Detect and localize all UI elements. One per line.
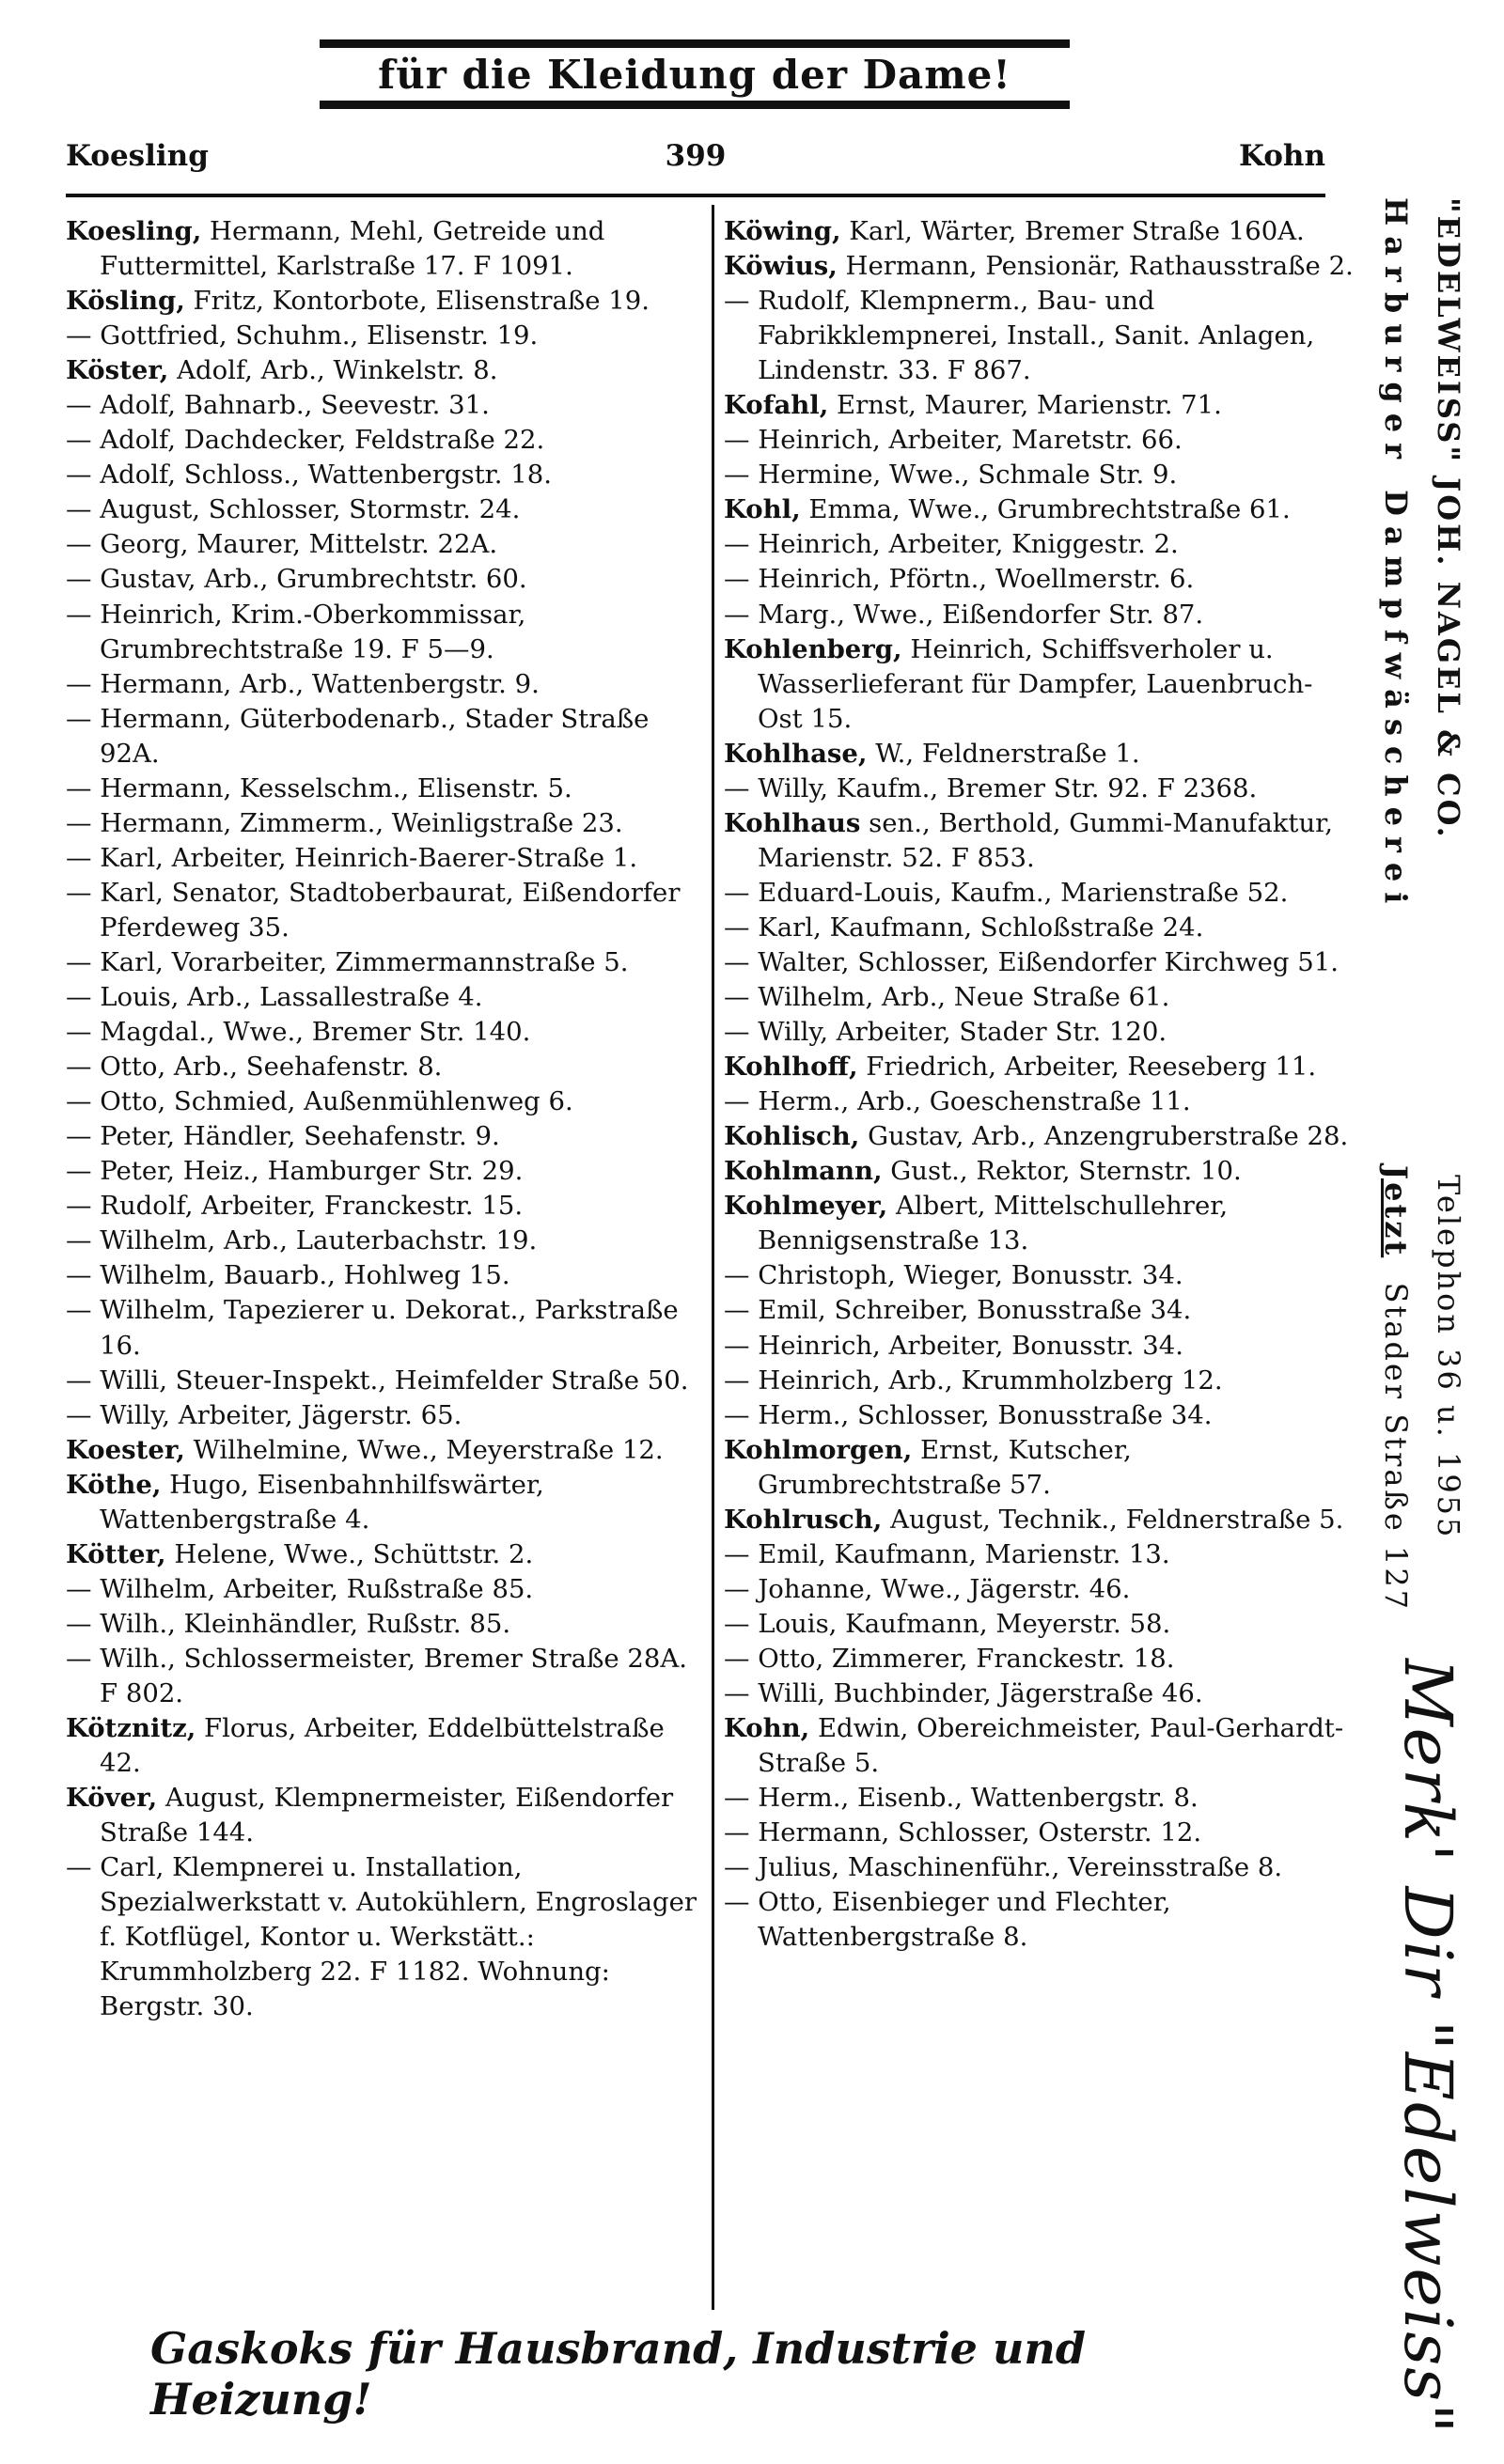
entry-details: — Hermine, Wwe., Schmale Str. 9. <box>724 460 1178 491</box>
entry-surname: Kohlmann, <box>724 1156 883 1187</box>
directory-entry <box>724 772 1354 806</box>
bottom-advertisement-banner: Gaskoks für Hausbrand, Industrie und Heizung! <box>150 2323 1087 2425</box>
side-ad-address: Stader Straße 127 <box>1378 1282 1414 1613</box>
directory-entry <box>724 388 1354 423</box>
directory-entry <box>724 1364 1354 1398</box>
directory-entry <box>66 1154 705 1189</box>
directory-entry <box>66 353 705 388</box>
entry-details: — Otto, Arb., Seehafenstr. 8. <box>66 1052 443 1083</box>
side-ad-slogan: Merk' Dir "Edelweiss" <box>1389 1659 1466 2436</box>
entry-details: — Wilhelm, Arbeiter, Rußstraße 85. <box>66 1573 534 1604</box>
entry-surname: Köwing, <box>724 216 841 246</box>
entry-surname: Kohlmorgen, <box>724 1434 913 1465</box>
column-divider <box>712 205 714 2310</box>
entry-details: — Marg., Wwe., Eißendorfer Str. 87. <box>724 599 1204 630</box>
entry-surname: Koesling, <box>66 216 202 246</box>
entry-details: — Wilhelm, Arb., Lauterbachstr. 19. <box>66 1225 538 1256</box>
entry-details: — Peter, Heiz., Hamburger Str. 29. <box>66 1156 524 1187</box>
directory-entry <box>724 1258 1354 1293</box>
directory-entry <box>724 1050 1354 1084</box>
entry-details: — Gottfried, Schuhm., Elisenstr. 19. <box>66 320 539 351</box>
running-head <box>66 139 1325 182</box>
directory-entry <box>724 598 1354 632</box>
entry-details: — Herm., Eisenb., Wattenbergstr. 8. <box>724 1783 1198 1814</box>
entry-details: — Hermann, Zimmerm., Weinligstraße 23. <box>66 807 623 838</box>
entry-surname: Kohn, <box>724 1713 810 1744</box>
directory-entry <box>724 458 1354 492</box>
directory-entry <box>724 980 1354 1015</box>
entry-details: — Magdal., Wwe., Bremer Str. 140. <box>66 1017 531 1048</box>
directory-entry <box>66 1642 705 1711</box>
directory-entry <box>66 841 705 876</box>
directory-entry <box>66 423 705 458</box>
directory-entry <box>724 1537 1354 1572</box>
entry-details: — Hermann, Arb., Wattenbergstr. 9. <box>66 668 540 699</box>
directory-entry <box>724 737 1354 772</box>
entry-details: — Adolf, Schloss., Wattenbergstr. 18. <box>66 460 552 491</box>
directory-entry <box>724 562 1354 597</box>
entry-details: — Heinrich, Arbeiter, Kniggestr. 2. <box>724 529 1179 560</box>
entry-surname: Kohlhase, <box>724 738 868 769</box>
side-ad-brand-line: "EDELWEISS" JOH. NAGEL & CO. <box>1431 197 1466 840</box>
entry-details: Gust., Rektor, Sternstr. 10. <box>882 1156 1242 1187</box>
entry-details: — Walter, Schlosser, Eißendorfer Kirchweg 51. <box>724 946 1340 977</box>
entry-surname: Kohlenberg, <box>724 633 902 664</box>
directory-entry <box>66 1050 705 1084</box>
side-ad-address-line <box>1378 1165 1414 1612</box>
directory-entry <box>66 1189 705 1224</box>
directory-entry <box>66 1781 705 1850</box>
directory-entry <box>66 562 705 597</box>
entry-details: — Louis, Kaufmann, Meyerstr. 58. <box>724 1608 1171 1639</box>
directory-entry <box>724 214 1354 249</box>
entry-details: — Adolf, Bahnarb., Seevestr. 31. <box>66 390 490 421</box>
entry-details: Fritz, Kontorbote, Elisenstraße 19. <box>184 286 650 317</box>
directory-entry <box>66 598 705 667</box>
directory-entry <box>66 1433 705 1468</box>
directory-entry <box>724 945 1354 980</box>
entry-surname: Kohlisch, <box>724 1121 860 1152</box>
entry-details: — Willi, Steuer-Inspekt., Heimfelder Straße 50. <box>66 1365 689 1396</box>
directory-entry <box>66 1364 705 1398</box>
entry-details: Wilhelmine, Wwe., Meyerstraße 12. <box>184 1434 664 1465</box>
entry-surname: Kötter, <box>66 1538 166 1569</box>
directory-entry <box>66 1015 705 1050</box>
entry-details: — Peter, Händler, Seehafenstr. 9. <box>66 1121 500 1152</box>
top-advertisement-banner: für die Kleidung der Dame! <box>320 39 1070 109</box>
entry-details: — Eduard-Louis, Kaufm., Marienstraße 52. <box>724 877 1289 908</box>
directory-entry <box>66 1572 705 1607</box>
entry-details: Gustav, Arb., Anzengruberstraße 28. <box>859 1121 1349 1152</box>
entry-details: — Karl, Arbeiter, Heinrich-Baerer-Straße 1. <box>66 842 638 873</box>
directory-entry <box>66 1224 705 1258</box>
directory-entry <box>66 1537 705 1572</box>
directory-entry <box>724 1154 1354 1189</box>
entry-details: — Heinrich, Arbeiter, Maretstr. 66. <box>724 425 1183 456</box>
entry-details: — Wilhelm, Arb., Neue Straße 61. <box>724 982 1170 1013</box>
entry-details: W., Feldnerstraße 1. <box>867 738 1140 769</box>
directory-entry <box>66 458 705 492</box>
entry-details: Albert, Mittelschullehrer, Bennigsenstraße 13. <box>758 1191 1229 1256</box>
directory-entry <box>724 284 1354 388</box>
directory-entry <box>66 492 705 527</box>
directory-entry <box>724 1398 1354 1433</box>
entry-details: — Christoph, Wieger, Bonusstr. 34. <box>724 1260 1183 1291</box>
entry-details: — Karl, Vorarbeiter, Zimmermannstraße 5. <box>66 946 629 977</box>
entry-surname: Köthe, <box>66 1469 162 1500</box>
entry-details: — Wilh., Kleinhändler, Rußstr. 85. <box>66 1608 511 1639</box>
entry-details: Helene, Wwe., Schüttstr. 2. <box>165 1538 534 1569</box>
directory-entry <box>724 1433 1354 1503</box>
directory-entry <box>66 1711 705 1781</box>
entry-details: — Heinrich, Arb., Krummholzberg 12. <box>724 1365 1223 1396</box>
directory-entry <box>724 1642 1354 1676</box>
entry-details: — Heinrich, Pförtn., Woellmerstr. 6. <box>724 564 1195 595</box>
entry-details: — Herm., Schlosser, Bonusstraße 34. <box>724 1399 1213 1430</box>
entry-details: — Rudolf, Arbeiter, Franckestr. 15. <box>66 1191 524 1222</box>
directory-entry <box>66 806 705 841</box>
entry-details: — Johanne, Wwe., Jägerstr. 46. <box>724 1573 1131 1604</box>
entry-details: — Willi, Buchbinder, Jägerstraße 46. <box>724 1677 1203 1708</box>
entry-details: Ernst, Maurer, Marienstr. 71. <box>828 390 1222 421</box>
directory-entry <box>724 806 1354 876</box>
entry-details: — Adolf, Dachdecker, Feldstraße 22. <box>66 425 545 456</box>
directory-entry <box>724 1329 1354 1364</box>
directory-entry <box>724 1607 1354 1642</box>
entry-details: — Heinrich, Krim.-Oberkommissar, Grumbrechtstraße 19. F 5—9. <box>66 599 526 664</box>
directory-entry <box>724 1711 1354 1781</box>
directory-entry <box>724 1119 1354 1154</box>
side-ad-telephone-line: Telephon 36 u. 1955 <box>1431 1175 1466 1540</box>
directory-entry <box>724 1503 1354 1537</box>
entry-details: — Gustav, Arb., Grumbrechtstr. 60. <box>66 564 527 595</box>
side-ad-company-line: Harburger Dampfwäscherei <box>1378 197 1414 914</box>
entry-details: — Herm., Arb., Goeschenstraße 11. <box>724 1086 1191 1117</box>
entry-details: Karl, Wärter, Bremer Straße 160A. <box>840 216 1305 246</box>
directory-entry <box>724 1293 1354 1328</box>
entry-surname: Kohlhoff, <box>724 1052 858 1083</box>
entry-details: — Carl, Klempnerei u. Installation, Spezialwerkstatt v. Autokühlern, Engroslager f. Kotflügel, Kontor u. Werkstätt.: Krummholzberg 22. F 1182. Wohnung: Bergstr. 30. <box>66 1852 697 2022</box>
directory-entry <box>724 249 1354 284</box>
directory-entry <box>724 1189 1354 1258</box>
entry-surname: Kohlhaus <box>724 807 861 838</box>
entry-details: — Emil, Schreiber, Bonusstraße 34. <box>724 1295 1192 1326</box>
directory-entry <box>724 1015 1354 1050</box>
entry-details: — Willy, Kaufm., Bremer Str. 92. F 2368. <box>724 772 1258 803</box>
entry-details: — Heinrich, Arbeiter, Bonusstr. 34. <box>724 1330 1183 1361</box>
entry-details: — Hermann, Kesselschm., Elisenstr. 5. <box>66 772 572 803</box>
directory-entry <box>66 1293 705 1363</box>
directory-entry <box>724 876 1354 911</box>
entry-details: — Willy, Arbeiter, Jägerstr. 65. <box>66 1399 462 1430</box>
directory-entry <box>66 1084 705 1119</box>
entry-details: sen., Berthold, Gummi-Manufaktur, Marienstr. 52. F 853. <box>758 807 1334 873</box>
directory-entry <box>66 319 705 353</box>
entry-details: Hermann, Mehl, Getreide und Futtermittel, Karlstraße 17. F 1091. <box>100 216 605 282</box>
entry-surname: Köver, <box>66 1783 158 1814</box>
directory-entry <box>66 1119 705 1154</box>
side-advertisement <box>1355 197 1478 2436</box>
directory-entry <box>724 1781 1354 1816</box>
entry-surname: Koester, <box>66 1434 185 1465</box>
directory-entry <box>66 980 705 1015</box>
directory-entry <box>724 1850 1354 1885</box>
entry-surname: Köster, <box>66 355 169 386</box>
entry-details: August, Technik., Feldnerstraße 5. <box>882 1504 1344 1535</box>
directory-entry <box>66 876 705 945</box>
entry-details: Edwin, Obereichmeister, Paul-Gerhardt-Straße 5. <box>758 1713 1344 1779</box>
entry-details: Hermann, Pensionär, Rathausstraße 2. <box>837 251 1354 282</box>
entry-details: Hugo, Eisenbahnhilfswärter, Wattenbergstraße 4. <box>100 1469 544 1535</box>
entry-surname: Köwius, <box>724 251 838 282</box>
entry-details: Emma, Wwe., Grumbrechtstraße 61. <box>800 494 1291 525</box>
entry-surname: Kohlrusch, <box>724 1504 883 1535</box>
running-head-first-entry: Koesling <box>66 139 209 173</box>
entry-details: — Rudolf, Klempnerm., Bau- und Fabrikklempnerei, Install., Sanit. Anlagen, Lindenstr. 33. F 867. <box>724 286 1315 386</box>
left-column <box>66 214 705 2024</box>
directory-entry <box>66 388 705 423</box>
directory-entry <box>66 284 705 319</box>
directory-entry <box>66 1398 705 1433</box>
entry-details: — Georg, Maurer, Mittelstr. 22A. <box>66 529 498 560</box>
entry-details: — Otto, Eisenbieger und Flechter, Wattenbergstraße 8. <box>724 1887 1171 1953</box>
directory-entry <box>66 527 705 562</box>
entry-details: Friedrich, Arbeiter, Reeseberg 11. <box>857 1052 1317 1083</box>
directory-entry <box>66 1468 705 1537</box>
entry-details: Florus, Arbeiter, Eddelbüttelstraße 42. <box>100 1713 665 1779</box>
running-head-last-entry: Kohn <box>1238 139 1325 173</box>
directory-entry <box>66 772 705 806</box>
entry-surname: Kösling, <box>66 286 185 317</box>
directory-entry <box>66 1258 705 1293</box>
directory-entry <box>66 1607 705 1642</box>
entry-details: — Hermann, Güterbodenarb., Stader Straße 92A. <box>66 703 650 769</box>
entry-details: — Willy, Arbeiter, Stader Str. 120. <box>724 1017 1167 1048</box>
directory-entry <box>66 667 705 702</box>
directory-entry <box>66 214 705 284</box>
directory-entry <box>724 1676 1354 1711</box>
directory-entry <box>724 632 1354 737</box>
directory-entry <box>724 527 1354 562</box>
entry-surname: Kohl, <box>724 494 801 525</box>
entry-details: — August, Schlosser, Stormstr. 24. <box>66 494 521 525</box>
directory-entry <box>724 1084 1354 1119</box>
directory-entry <box>66 702 705 772</box>
entry-details: Ernst, Kutscher, Grumbrechtstraße 57. <box>758 1434 1132 1500</box>
entry-details: — Julius, Maschinenführ., Vereinsstraße 8. <box>724 1852 1283 1883</box>
entry-details: — Wilhelm, Bauarb., Hohlweg 15. <box>66 1260 510 1291</box>
entry-details: — Hermann, Schlosser, Osterstr. 12. <box>724 1817 1202 1848</box>
directory-entry <box>724 1816 1354 1850</box>
entry-surname: Kohlmeyer, <box>724 1191 888 1222</box>
entry-details: August, Klempnermeister, Eißendorfer Straße 144. <box>100 1783 674 1848</box>
entry-details: — Wilh., Schlossermeister, Bremer Straße 28A. F 802. <box>66 1643 687 1708</box>
directory-entry <box>724 1885 1354 1955</box>
header-rule <box>66 194 1325 197</box>
directory-entry <box>724 423 1354 458</box>
directory-entry <box>724 1572 1354 1607</box>
entry-surname: Kofahl, <box>724 390 829 421</box>
right-column <box>724 214 1354 1955</box>
entry-details: Heinrich, Schiffsverholer u. Wasserlieferant für Dampfer, Lauenbruch-Ost 15. <box>758 633 1313 734</box>
entry-details: — Karl, Senator, Stadtoberbaurat, Eißendorfer Pferdeweg 35. <box>66 877 681 943</box>
directory-entry <box>66 1850 705 2024</box>
entry-details: — Otto, Zimmerer, Franckestr. 18. <box>724 1643 1175 1674</box>
entry-details: — Louis, Arb., Lassallestraße 4. <box>66 982 483 1013</box>
entry-details: Adolf, Arb., Winkelstr. 8. <box>168 355 498 386</box>
entry-details: — Otto, Schmied, Außenmühlenweg 6. <box>66 1086 573 1117</box>
entry-details: — Wilhelm, Tapezierer u. Dekorat., Parkstraße 16. <box>66 1295 679 1361</box>
page-number: 399 <box>665 139 727 173</box>
directory-entry <box>724 492 1354 527</box>
entry-details: — Emil, Kaufmann, Marienstr. 13. <box>724 1538 1170 1569</box>
side-ad-jetzt: Jetzt <box>1378 1165 1414 1258</box>
directory-entry <box>66 945 705 980</box>
entry-details: — Karl, Kaufmann, Schloßstraße 24. <box>724 912 1204 943</box>
entry-surname: Kötznitz, <box>66 1713 196 1744</box>
directory-entry <box>724 911 1354 945</box>
